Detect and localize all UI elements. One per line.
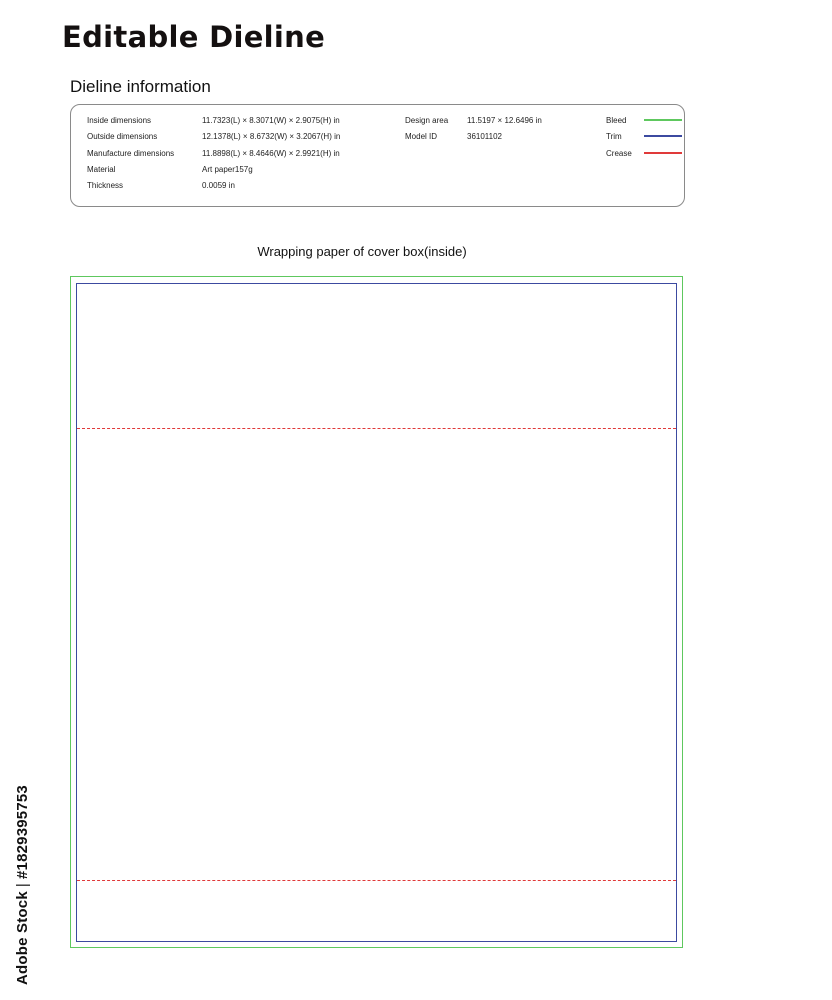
page-title: Editable Dieline (62, 20, 326, 54)
stock-id: #1829395753 (14, 785, 31, 879)
legend-crease-label: Crease (606, 149, 632, 158)
stock-watermark (14, 785, 31, 985)
legend-crease-line (644, 152, 682, 154)
design-area-value: 11.5197 × 12.6496 in (467, 116, 542, 125)
crease-line-top (77, 428, 676, 429)
trim-outline (76, 283, 677, 942)
model-id-label: Model ID (405, 132, 438, 141)
inside-dimensions-label: Inside dimensions (87, 116, 152, 125)
dieline-caption: Wrapping paper of cover box(inside) (257, 244, 467, 259)
info-heading: Dieline information (70, 77, 211, 96)
outside-dimensions-value: 12.1378(L) × 8.6732(W) × 3.2067(H) in (202, 132, 341, 141)
manufacture-dimensions-value: 11.8898(L) × 8.4646(W) × 2.9921(H) in (202, 149, 340, 158)
material-label: Material (87, 165, 116, 174)
inside-dimensions-value: 11.7323(L) × 8.3071(W) × 2.9075(H) in (202, 116, 340, 125)
model-id-value: 36101102 (467, 132, 502, 141)
material-value: Art paper157g (202, 165, 253, 174)
stock-brand: Adobe Stock (14, 891, 31, 985)
legend-bleed-line (644, 119, 682, 121)
outside-dimensions-label: Outside dimensions (87, 132, 158, 141)
manufacture-dimensions-label: Manufacture dimensions (87, 149, 175, 158)
crease-line-bottom (77, 880, 676, 881)
thickness-label: Thickness (87, 181, 124, 190)
legend-trim-line (644, 135, 682, 137)
info-panel (70, 104, 685, 207)
thickness-value: 0.0059 in (202, 181, 235, 190)
legend-bleed-label: Bleed (606, 116, 627, 125)
stock-separator: | (14, 883, 31, 888)
design-area-label: Design area (405, 116, 449, 125)
legend-trim-label: Trim (606, 132, 622, 141)
